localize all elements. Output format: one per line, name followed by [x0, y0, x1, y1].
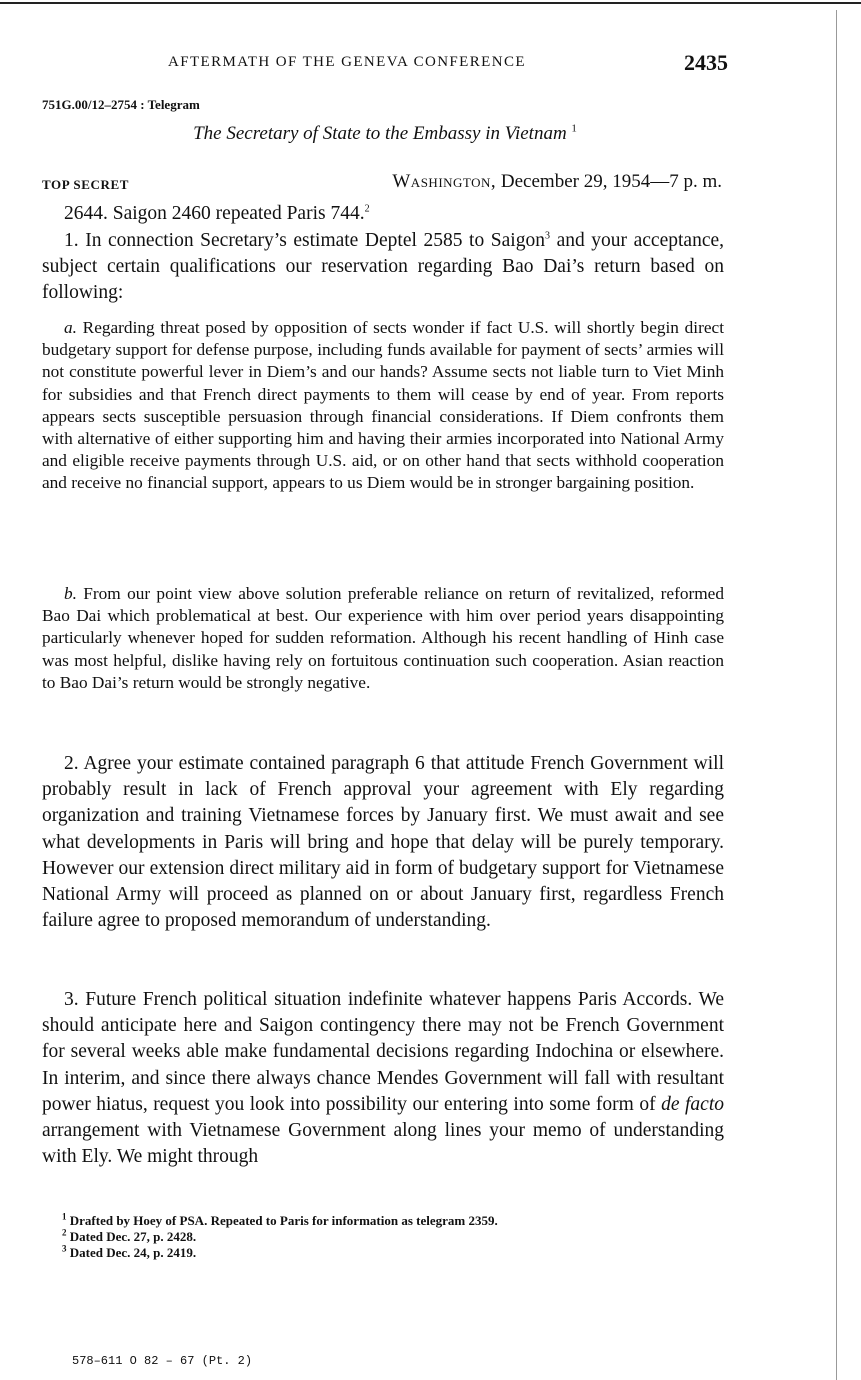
footnote-number: 1: [62, 1211, 67, 1222]
subparagraph-a: [42, 317, 724, 495]
paragraph-3-text-b: arrangement with Vietnamese Government along lines your memo of understanding with Ely. We might through: [42, 1120, 724, 1168]
document-title-text: The Secretary of State to the Embassy in Vietnam: [193, 123, 567, 144]
footnote-number: 2: [62, 1227, 67, 1238]
subparagraph-b: [42, 583, 724, 694]
footnote-text: Drafted by Hoey of PSA. Repeated to Paris for information as telegram 2359.: [69, 1213, 498, 1228]
page-number: 2435: [684, 50, 728, 75]
footnote-1: [62, 1213, 732, 1229]
footnote-3: [62, 1245, 732, 1261]
paragraph-1: [42, 228, 724, 307]
paragraph-3: [42, 987, 724, 1170]
print-code: 578–611 O 82 – 67 (Pt. 2): [72, 1354, 253, 1368]
footnote-marker-3: 3: [544, 230, 550, 242]
paragraph-2: 2. Agree your estimate contained paragraph 6 that attitude French Government will probably result in lack of French approval your agreement with Ely regarding organization and training Vietnamese forces by January first. We must await and see what developments in Paris will bring and hope that delay will be purely temporary. However our extension direct military aid in form of budgetary support for Vietnamese National Army will proceed as planned on or about January first, regardless French failure agree to proposed memorandum of understanding.: [42, 753, 724, 932]
footnote-number: 3: [62, 1243, 67, 1254]
subparagraph-a-label: a.: [64, 318, 77, 337]
page-header: [168, 50, 728, 78]
right-edge-rule: [836, 10, 837, 1380]
classification-label: TOP SECRET: [42, 177, 130, 192]
dateline-date: December 29, 1954—7 p. m.: [500, 171, 722, 192]
paragraph-3-text-a: 3. Future French political situation indefinite whatever happens Paris Accords. We should anticipate here and Saigon contingency there may not be French Government for several weeks able make fundamental decisions regarding Indochina or elsewhere. In interim, and since there always chance Mendes Government will fall with resultant power hiatus, request you look into possibility our entering into some form of: [42, 989, 724, 1115]
document-reference: 751G.00/12–2754 : Telegram: [42, 97, 200, 112]
paragraph-text: 2644. Saigon 2460 repeated Paris 744.: [64, 203, 365, 224]
dateline-place: Washington,: [392, 171, 497, 192]
subparagraph-b-label: b.: [64, 584, 77, 603]
footnote-marker-1: 1: [571, 122, 577, 135]
footnotes: [62, 1213, 732, 1261]
running-title: AFTERMATH OF THE GENEVA CONFERENCE: [168, 54, 526, 70]
paragraph-3-italic: de facto: [661, 1093, 724, 1115]
subparagraph-b-text: From our point view above solution preferable reliance on return of revitalized, reformed Bao Dai which problematical at best. Our experience with him over period years disappointing particularly whenever hoped for sudden reformation. Although his recent handling of Hinh case was most helpful, dislike having rely on fortuitous continuation such cooperation. Asian reaction to Bao Dai’s return would be strongly negative.: [42, 584, 724, 692]
footnote-marker-2: 2: [364, 203, 370, 215]
document-title: [42, 123, 728, 145]
footnote-text: Dated Dec. 24, p. 2419.: [69, 1245, 197, 1260]
footnote-text: Dated Dec. 27, p. 2428.: [69, 1229, 197, 1244]
dateline: [392, 171, 722, 193]
paragraph-1-text-a: 1. In connection Secretary’s estimate Deptel 2585 to Saigon: [64, 230, 545, 251]
paragraph-telegram-number: [42, 201, 724, 227]
subparagraph-a-text: Regarding threat posed by opposition of sects wonder if fact U.S. will shortly begin direct budgetary support for defense purpose, including funds available for payment of sects’ armies will not constitute powerful lever in Diem’s and our hands? Assume sects not liable turn to Viet Minh for subsidies and that French direct payments to them will cease by end of year. From reports appears sects susceptible persuasion through financial considerations. If Diem confronts them with alternative of either supporting him and having their armies incorporated into National Army and eligible receive payments through U.S. aid, or on other hand that sects withhold cooperation and receive no financial support, appears to us Diem would be in stronger bargaining position.: [42, 318, 724, 493]
top-edge-rule: [0, 2, 861, 4]
footnote-2: [62, 1229, 732, 1245]
paragraph-1-text-b: and your acceptance, subject certain qualifications our reservation regarding Bao Dai’s return based on following:: [42, 230, 724, 304]
